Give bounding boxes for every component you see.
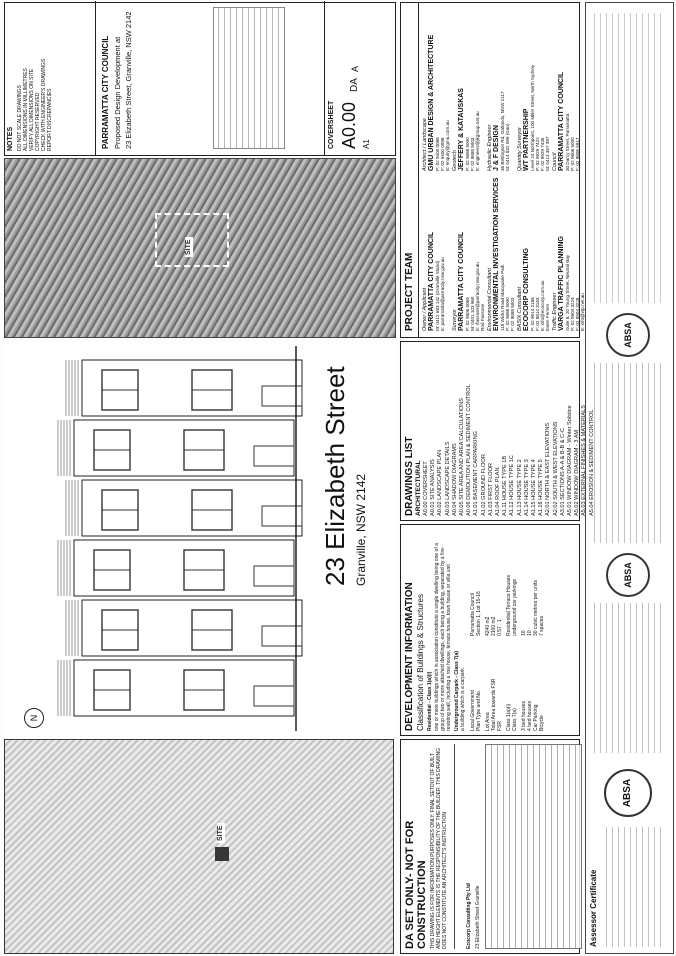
certificate-lines-4	[594, 13, 666, 303]
team-entry	[486, 173, 516, 333]
drawing-list-item: A1.12 HOUSE TYPE 1C	[509, 455, 516, 516]
absa-logo-3	[606, 313, 650, 357]
team-detail: M: 0414 832 099 (Gao)	[505, 123, 510, 171]
title-address: 23 Elizabeth Street, Granville, NSW 2142	[124, 11, 133, 149]
drawing-list-item: A0.03 LANDSCAPE DETAILS	[444, 441, 451, 516]
team-detail: F: 02 9929 7435	[540, 137, 545, 171]
drawing-list-item: A2.01 NORTH & EAST ELEVATIONS	[545, 422, 552, 516]
team-detail: P: 02 9806 5000	[570, 137, 575, 171]
dev-value: Residential Terrace Houses	[506, 574, 512, 636]
drawings-title: DRAWINGS LIST	[404, 436, 415, 516]
drawing-list-item: A1.16 HOUSE TYPE 5	[538, 459, 545, 516]
eco-address: 23 Elizabeth Street Granville	[475, 885, 481, 949]
absa-logo-text: ABSA	[623, 322, 633, 348]
drawing-list-item: A1.11 HOUSE TYPE 1B	[502, 455, 509, 516]
dev-value: underground car parkings	[512, 579, 518, 636]
team-detail: P: 02 9888 5000	[465, 137, 470, 171]
dev-label: 4 bed houses	[527, 700, 533, 731]
dev-value: 10	[521, 630, 527, 636]
drawings-list-panel	[400, 341, 595, 521]
absa-logo-text: ABSA	[622, 778, 633, 808]
dev-label: Car Parking	[533, 704, 539, 731]
team-detail: P: 02 9400 0068	[435, 137, 440, 171]
dev-values	[470, 529, 545, 636]
dev-value: 2100 m2	[491, 616, 497, 636]
note-line: CHECK WITH ENGINEER'S DRAWINGS	[41, 58, 47, 151]
dev-value: Section 1, Lot 15-16	[476, 591, 482, 636]
title-text-box	[95, 1, 325, 155]
team-role: Geotech	[452, 150, 458, 171]
team-name: VARGA TRAFFIC PLANNING	[558, 236, 565, 331]
team-role: Hydraulic Engineer	[487, 124, 493, 171]
dev-label: Bicycle	[539, 715, 545, 731]
team-name: PARRAMATTA CITY COUNCIL	[558, 71, 565, 171]
team-detail: Level 24 Northpoint, 100 Miller Street, North Sydney	[530, 64, 535, 171]
dev-label: FSR	[497, 721, 503, 731]
dev-value: 7 spaces	[539, 615, 545, 636]
team-detail: P: 02 9888 5000	[505, 297, 510, 331]
sheet-size: A1	[362, 139, 371, 149]
team-role: Environmental Consultant	[487, 268, 493, 331]
team-detail: Rod Fassose	[480, 303, 485, 331]
team-list	[419, 3, 588, 337]
team-entry	[551, 173, 586, 333]
da-disclaimer-text: THIS DRAWING IS FOR INFORMATION PURPOSES ONLY. FINAL SETOUT OF BUILT AND HEIGHT ELEMENTS IS THE RESPONSIBILITY OF THE BUILDER. THIS DRAWING DOES NOT CONSTITUTE AN ARCHITECT'S INSTRUCTION	[430, 747, 448, 949]
team-detail: E: info@vtp.net.au	[580, 293, 585, 331]
team-detail: F: 02 9400 0088	[440, 137, 445, 171]
eco-company-row	[454, 744, 481, 949]
certificate-lines-2	[594, 603, 666, 753]
team-entry	[451, 13, 486, 173]
drawing-list-item: A0.04 SHADOW DIAGRAMS	[451, 443, 458, 516]
drawing-list-item: A1.02 GROUND FLOOR	[480, 454, 487, 516]
development-info-panel	[400, 524, 580, 736]
dev-value: 4240 m2	[485, 616, 491, 636]
drawing-list-item: A5.03 EXTERNAL FINISHES & MATERIALS	[581, 405, 588, 516]
note-line: ALL DIMENSIONS IN MILLIMETRES	[23, 68, 29, 151]
project-team-panel	[400, 2, 585, 338]
team-name: PARRAMATTA CITY COUNCIL	[428, 231, 435, 331]
absa-logo-2	[606, 553, 650, 597]
certificate-lines-3	[594, 363, 666, 543]
absa-cert-2	[590, 553, 670, 753]
note-line: DO NOT SCALE DRAWINGS	[17, 85, 23, 151]
team-entry	[551, 13, 586, 173]
class-text: Residential - Class 1(a)(i)	[427, 671, 433, 731]
team-entry	[451, 173, 486, 333]
da-disclaimer-panel	[400, 739, 580, 954]
certificate-lines	[604, 827, 666, 947]
terrace-elevation	[34, 341, 334, 736]
note-line: COPYRIGHT RESERVED	[35, 92, 41, 151]
drawing-list-item: A1.01 BASEMENT CARPARKING	[473, 431, 480, 516]
team-detail: M: 0412 683 142 (Granville Stand)	[435, 260, 440, 331]
main-suburb: Granville, NSW 2142	[354, 473, 368, 586]
drawing-list-item: A5.02 WINDOW DIAGRAM - 3 AM	[574, 429, 581, 516]
team-detail: E: enquiry@gmu.com.au	[445, 120, 450, 171]
sheet-title: COVERSHEET	[328, 100, 335, 149]
door	[254, 446, 294, 466]
team-detail: P: 02 9614 2188	[530, 297, 535, 331]
site-marker	[215, 847, 229, 861]
drawing-number-row	[339, 1, 360, 155]
team-detail: F: 02 9888 5003	[510, 297, 515, 331]
drawing-list-item: A1.13 HOUSE TYPE 2	[516, 459, 523, 516]
team-name: ENVIRONMENTAL INVESTIGATION SERVICES	[493, 177, 500, 331]
elevation-area	[4, 341, 396, 736]
team-entry	[486, 13, 516, 173]
drawing-list-item: A0.00 COVERSHEET	[423, 461, 429, 516]
basix-table	[485, 744, 582, 949]
development-title: DEVELOPMENT INFORMATION	[404, 582, 415, 731]
team-detail: E: parramatta@parracity.nsw.gov.au	[440, 257, 445, 331]
drawing-list-item: A3.01 SECTIONS A-A & B-B & C-C	[559, 428, 566, 516]
door	[254, 566, 294, 586]
team-entry	[421, 173, 451, 333]
drawing-list-item: A2.02 SOUTH & WEST ELEVATIONS	[552, 421, 559, 516]
development-subtitle: Classification of Buildings & Structures	[416, 594, 425, 731]
dev-label: Lot Area	[485, 712, 491, 731]
carpark-desc: a building which is a carpark.	[460, 666, 466, 731]
carpark-text: Underground Carpark - Class 7(a)	[454, 650, 460, 731]
team-role: Owner / Applicant	[422, 287, 428, 331]
team-detail: P: 02 9806 5069	[465, 297, 470, 331]
dev-value: Parramatta Council	[470, 593, 476, 636]
project-team-title: PROJECT TEAM	[401, 3, 419, 337]
drawing-list-item: A0.06 DEMOLITION PLAN & SEDIMENT CONTROL	[466, 384, 473, 516]
team-role: Council	[552, 152, 558, 171]
drawing-list-item: A0.05 SITE AREA AND AREA CALCULATIONS	[459, 397, 466, 516]
drawing-number-box	[325, 1, 397, 155]
team-entry	[421, 13, 451, 173]
absa-logo-text: ABSA	[623, 562, 633, 588]
team-entry	[516, 173, 551, 333]
dev-label: Class 7(a)	[512, 708, 518, 731]
eco-company: Ecocorp Consulting Pty Ltd	[466, 883, 472, 949]
team-detail: F: 02 9904 3228	[575, 297, 580, 331]
drawing-list-item: A0.01 SITE ANALYSIS	[430, 459, 437, 516]
team-detail: E: engineers@jkgroup.net.au	[475, 111, 480, 171]
team-entry	[516, 13, 551, 173]
revision-table	[213, 7, 285, 149]
dev-value: 10	[527, 630, 533, 636]
dev-labels	[470, 636, 545, 731]
notes-title: NOTES	[7, 126, 14, 151]
team-name: J & F DESIGN	[493, 125, 500, 171]
team-detail: Ewen Fenner	[545, 303, 550, 331]
note-line: REPORT DISCREPANCIES	[47, 88, 53, 151]
absa-cert-3	[590, 313, 670, 543]
drawing-list-item: A0.02 LANDSCAPE PLAN	[437, 449, 444, 516]
team-detail: P: 02 9904 3224	[570, 297, 575, 331]
note-line: VERIFY ALL DIMENSIONS ON SITE	[29, 68, 35, 151]
team-detail: 36 Bettington Rd, Oatlands, NSW 2117	[500, 91, 505, 171]
drawings-subtitle: ARCHITECTURAL	[415, 460, 422, 516]
dev-label: Plan Type and No.	[476, 689, 482, 731]
team-role: Architect / Landscape	[422, 118, 428, 171]
team-name: PARRAMATTA CITY COUNCIL	[458, 231, 465, 331]
team-detail: Suite 6, 20 Young Street, Neutral Bay	[565, 254, 570, 331]
dev-label: Local Government	[470, 690, 476, 731]
notes-box	[5, 1, 96, 155]
absa-panel	[585, 2, 674, 954]
aerial-photo	[4, 158, 396, 338]
drawing-list-item: A1.15 HOUSE TYPE 4	[531, 459, 538, 516]
team-name: GMU URBAN DESIGN & ARCHITECTURE	[428, 34, 435, 171]
drawing-list-item: A1.03 FIRST FLOOR	[487, 462, 494, 516]
team-detail: F: 02 9806 5917	[575, 137, 580, 171]
dev-value: 0.57 : 1	[497, 619, 503, 636]
team-detail: P: 02 9929 7422	[535, 137, 540, 171]
absa-logo	[604, 769, 652, 817]
team-detail: 115 Wicks Road Macquarie Park	[500, 264, 505, 331]
title-subtitle: Proposed Design Development at	[113, 36, 122, 149]
door	[254, 686, 294, 706]
team-detail: M: 0413 357 397	[545, 136, 550, 171]
team-detail: F: 02 8814 3163	[535, 297, 540, 331]
title-council: PARRAMATTA CITY COUNCIL	[101, 35, 110, 149]
team-detail: E: info@ecocorp.com.au	[540, 280, 545, 331]
drawing-list-item: A5.04 EROSION & SEDIMENT CONTROL	[588, 409, 595, 516]
north-label: N	[29, 714, 39, 722]
site-label-aerial: SITE	[185, 239, 192, 255]
da-disclaimer-title: DA SET ONLY- NOT FOR CONSTRUCTION	[404, 820, 428, 949]
drawing-list-item: A1.04 ROOF PLAN	[495, 467, 502, 516]
team-detail: 30 Darcy Street, Parramatta	[565, 113, 570, 171]
class-desc: one or more buildings which in association constitute a single dwelling being one of a group of two or more attached dwellings, each being a building, separated by a fire-resisting wall, including a row house, terrace house, town house or villa unit	[434, 543, 452, 731]
title-block	[4, 2, 396, 156]
dev-label: Total Area towards FSR	[491, 678, 497, 731]
team-name: WT PARTNERSHIP	[523, 108, 530, 171]
revision-letter: A	[350, 66, 360, 73]
dev-label: 3 bed houses	[521, 700, 527, 731]
dev-table	[468, 525, 547, 735]
drawing-list-item: A1.14 HOUSE TYPE 3	[523, 459, 530, 516]
team-name: JEFFERY & KATAUSKAS	[458, 88, 465, 171]
team-role: Surveyor	[452, 308, 458, 331]
team-detail: M: 0401 103 960	[470, 296, 475, 331]
revision-code: DA	[349, 78, 360, 92]
drawing-number: A0.00	[339, 101, 359, 149]
dev-value: 30 cubic metres per units	[533, 580, 539, 636]
assessor-certificate-title: Assessor Certificate	[589, 869, 598, 947]
drawing-list-item: A5.01 WINDOW DIAGRAM - Winter Solstice	[567, 405, 574, 516]
team-role: BASIX Consultant	[517, 286, 523, 331]
team-role: Quantity Surveyor	[517, 126, 523, 171]
absa-cert-1	[590, 767, 670, 947]
dev-label: Class 1(a)(i)	[506, 703, 512, 731]
team-detail: E: rfassose@parracity.nsw.gov.au	[475, 262, 480, 331]
site-label: SITE	[217, 825, 224, 841]
locality-map	[4, 739, 394, 954]
drawings-list	[423, 342, 596, 520]
team-name: ECOCORP CONSULTING	[523, 248, 530, 331]
main-title: 23 Elizabeth Street	[320, 366, 350, 586]
team-detail: F: 02 9888 5003	[470, 137, 475, 171]
team-role: Traffic Engineer	[552, 292, 558, 331]
